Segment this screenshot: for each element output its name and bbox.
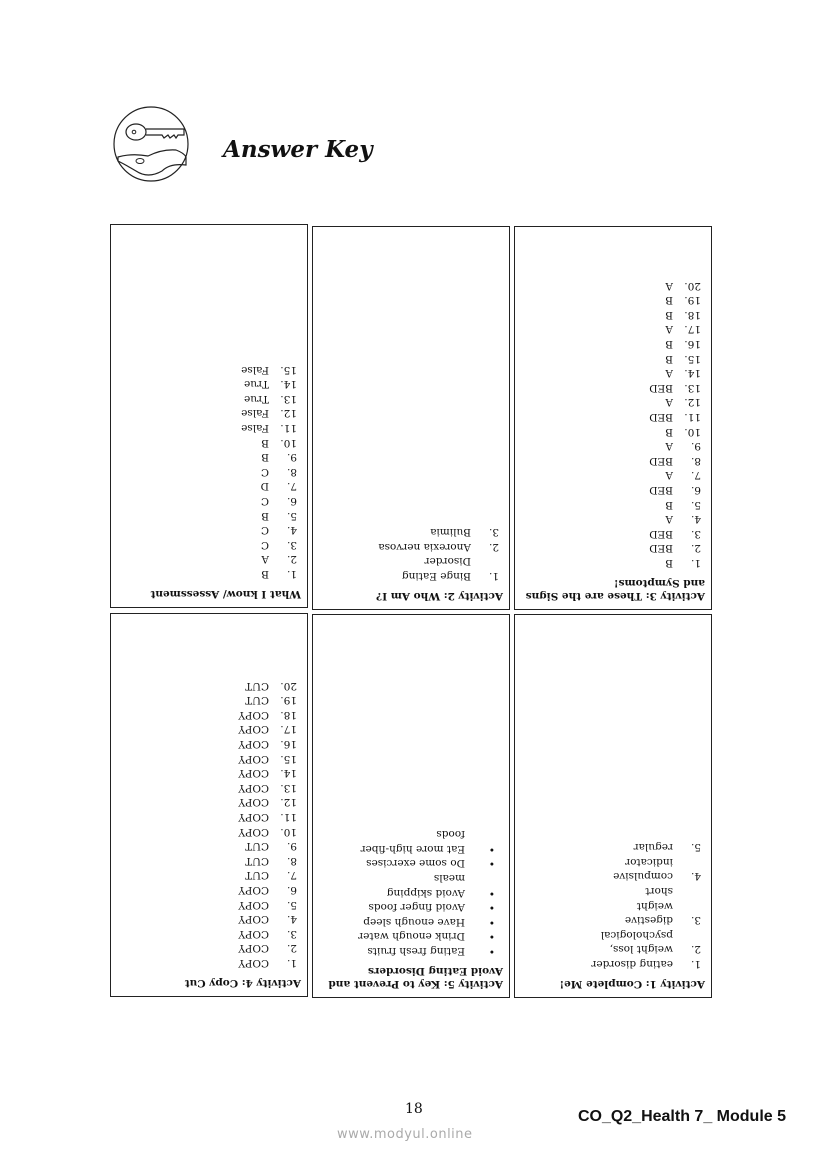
- answer-text: eating disorder: [591, 958, 673, 970]
- answer-item: [117, 824, 301, 839]
- answer-text: B: [665, 557, 673, 569]
- answer-item: [117, 391, 301, 406]
- answer-text: True: [244, 392, 269, 405]
- answer-item: [117, 566, 301, 581]
- answer-item: [319, 943, 503, 958]
- item-number: 6.: [690, 484, 701, 497]
- answer-item: [117, 406, 301, 421]
- answer-text: B: [665, 352, 673, 365]
- item-number: 6.: [286, 884, 297, 897]
- watermark: www.modyul.online: [337, 1127, 473, 1142]
- bullet: •: [488, 930, 495, 943]
- answer-item: [117, 882, 301, 897]
- key-in-hand-icon: [112, 105, 190, 183]
- item-number: 20.: [280, 679, 297, 692]
- answer-item: [117, 839, 301, 854]
- page-title: Answer Key: [223, 136, 373, 163]
- box-heading: Activity 4: Copy Cut: [184, 977, 301, 989]
- answer-item: [117, 693, 301, 708]
- answer-text: COPY: [238, 796, 269, 809]
- answer-item: [521, 840, 705, 855]
- item-number: 8.: [690, 454, 701, 467]
- item-number: 18.: [684, 308, 701, 321]
- item-number: 16.: [684, 338, 701, 351]
- answer-item: [117, 868, 301, 883]
- box-heading: Activity 5: Key to Prevent and Avoid Eating Disorders: [328, 965, 503, 990]
- answer-item: [117, 362, 301, 377]
- answer-item: [521, 395, 705, 410]
- answer-item: [521, 293, 705, 308]
- answer-text: Binge Eating: [401, 570, 471, 582]
- answer-item: [117, 912, 301, 927]
- answer-text: digestive: [624, 914, 673, 927]
- answer-item: [521, 854, 705, 869]
- item-number: [673, 927, 705, 942]
- item-number: 13.: [280, 392, 297, 405]
- answer-text: B: [665, 308, 673, 321]
- item-number: [673, 883, 705, 898]
- activity5-answer-box: [312, 614, 510, 998]
- answer-item: [521, 409, 705, 424]
- item-number: 8.: [286, 854, 297, 867]
- answer-text: COPY: [238, 942, 269, 955]
- answer-item: [521, 927, 705, 942]
- answer-item: [521, 898, 705, 913]
- answer-item: [521, 497, 705, 512]
- item-number: 14.: [280, 767, 297, 780]
- answer-item: [117, 493, 301, 508]
- answer-item: [117, 897, 301, 912]
- activity1-answer-box: [514, 614, 712, 998]
- item-number: 18.: [280, 708, 297, 721]
- answer-item: [521, 956, 705, 971]
- item-number: 1.: [690, 958, 701, 970]
- answer-item: [117, 450, 301, 465]
- answer-text: Avoid finger foods: [368, 901, 465, 914]
- answer-item: [117, 955, 301, 970]
- answer-item: [319, 539, 503, 554]
- answer-item: [117, 941, 301, 956]
- assessment-answer-box: [110, 224, 308, 608]
- answer-text: COPY: [238, 723, 269, 736]
- bullet: •: [488, 842, 495, 855]
- answer-item: [521, 526, 705, 541]
- item-number: 17.: [280, 723, 297, 736]
- item-number: 4.: [286, 524, 297, 537]
- answer-text: foods: [436, 828, 465, 841]
- answer-item: [117, 853, 301, 868]
- answer-text: weight: [636, 899, 673, 912]
- item-number: 19.: [684, 294, 701, 307]
- item-number: 11.: [280, 422, 297, 435]
- answer-item: [521, 424, 705, 439]
- answer-text: indicator: [625, 855, 673, 868]
- answer-item: [521, 439, 705, 454]
- answer-text: COPY: [238, 825, 269, 838]
- answer-item: [319, 856, 503, 871]
- item-number: 10.: [280, 825, 297, 838]
- answer-text: A: [665, 440, 673, 453]
- answer-text: COPY: [238, 913, 269, 926]
- item-number: 10.: [684, 425, 701, 438]
- answer-item: [117, 420, 301, 435]
- answer-text: COPY: [238, 884, 269, 897]
- item-number: 9.: [286, 451, 297, 464]
- answer-text: COPY: [238, 738, 269, 751]
- item-number: 10.: [280, 436, 297, 449]
- answer-text: BED: [649, 454, 673, 467]
- answer-text: Eat more high-fiber: [360, 842, 465, 855]
- item-number: [673, 898, 705, 913]
- item-number: 14.: [280, 378, 297, 391]
- answer-item: [319, 568, 503, 583]
- answer-text: A: [665, 396, 673, 409]
- item-number: 5.: [690, 498, 701, 511]
- answer-item: [319, 841, 503, 856]
- answer-text: A: [665, 279, 673, 292]
- item-number: 15.: [280, 363, 297, 376]
- item-number: 13.: [684, 381, 701, 394]
- item-number: 11.: [684, 411, 701, 424]
- answer-text: COPY: [238, 811, 269, 824]
- module-code: CO_Q2_Health 7_ Module 5: [577, 1108, 786, 1125]
- item-number: 3.: [286, 927, 297, 940]
- answer-text: COPY: [238, 767, 269, 780]
- answer-text: CUT: [245, 854, 269, 867]
- item-number: 5.: [286, 509, 297, 522]
- answer-text: B: [665, 425, 673, 438]
- answer-item: [117, 722, 301, 737]
- answer-item: [117, 552, 301, 567]
- answer-text: C: [260, 524, 269, 537]
- answer-item: [521, 322, 705, 337]
- answer-text: COPY: [238, 898, 269, 911]
- answer-text: A: [261, 553, 269, 566]
- answer-item: [117, 809, 301, 824]
- item-number: [471, 554, 503, 569]
- answer-item: [117, 523, 301, 538]
- box-heading: Activity 3: These are the Signs and Symptoms!: [525, 577, 705, 602]
- answer-item: [521, 913, 705, 928]
- bullet: •: [488, 901, 495, 914]
- item-number: 1.: [286, 568, 297, 580]
- item-number: 15.: [684, 352, 701, 365]
- item-number: 17.: [684, 323, 701, 336]
- item-number: 12.: [280, 407, 297, 420]
- answer-text: CUT: [245, 679, 269, 692]
- answer-text: D: [260, 480, 269, 493]
- answer-text: Have enough sleep: [363, 915, 465, 928]
- answer-item: [319, 525, 503, 540]
- answer-text: Eating fresh fruits: [367, 945, 465, 957]
- answer-text: regular: [633, 841, 673, 854]
- answer-item: [521, 351, 705, 366]
- answer-text: A: [665, 323, 673, 336]
- answer-item: [117, 537, 301, 552]
- answer-text: weight loss,: [609, 943, 673, 956]
- answer-text: compulsive: [613, 870, 673, 883]
- box-heading: Activity 2: Who Am I?: [376, 590, 503, 602]
- answer-text: BED: [649, 411, 673, 424]
- item-number: [465, 827, 503, 842]
- answer-item: [117, 435, 301, 450]
- answer-text: COPY: [238, 708, 269, 721]
- answer-text: COPY: [238, 927, 269, 940]
- box-heading: What I know/ Assessment: [150, 588, 301, 600]
- answer-text: C: [260, 538, 269, 551]
- answer-item: [117, 795, 301, 810]
- item-number: 3.: [488, 526, 499, 539]
- bullet: •: [488, 886, 495, 899]
- answer-item: [521, 453, 705, 468]
- answer-item: [521, 307, 705, 322]
- answer-item: [117, 751, 301, 766]
- activity3-answer-box: [514, 226, 712, 610]
- item-number: 5.: [286, 898, 297, 911]
- item-number: 14.: [684, 367, 701, 380]
- answer-item: [521, 278, 705, 293]
- item-number: 11.: [280, 811, 297, 824]
- item-number: 1.: [286, 957, 297, 969]
- answer-text: BED: [649, 527, 673, 540]
- bullet: •: [488, 915, 495, 928]
- item-number: 3.: [690, 527, 701, 540]
- item-number: 7.: [286, 480, 297, 493]
- bullet: •: [488, 857, 495, 870]
- answer-item: [521, 883, 705, 898]
- answer-text: A: [665, 367, 673, 380]
- answer-item: [521, 541, 705, 556]
- item-number: 9.: [286, 840, 297, 853]
- item-number: 2.: [286, 553, 297, 566]
- answer-text: B: [665, 338, 673, 351]
- item-number: 6.: [286, 495, 297, 508]
- answer-item: [521, 337, 705, 352]
- item-number: 2.: [488, 540, 499, 553]
- item-number: 1.: [488, 570, 499, 582]
- answer-item: [117, 678, 301, 693]
- item-number: 3.: [286, 538, 297, 551]
- answer-text: C: [260, 465, 269, 478]
- item-number: 7.: [690, 469, 701, 482]
- item-number: 2.: [690, 943, 701, 956]
- answer-text: BED: [649, 542, 673, 555]
- answer-item: [521, 366, 705, 381]
- answer-text: True: [244, 378, 269, 391]
- item-number: 4.: [286, 913, 297, 926]
- answer-text: COPY: [238, 957, 269, 969]
- answer-text: Anorexia nervosa: [378, 540, 471, 553]
- answer-text: False: [241, 363, 269, 376]
- answer-item: [521, 942, 705, 957]
- item-number: 4.: [690, 513, 701, 526]
- answer-item: [117, 464, 301, 479]
- box-heading: Activity 1: Complete Me!: [559, 978, 705, 990]
- item-number: 2.: [286, 942, 297, 955]
- answer-text: B: [665, 498, 673, 511]
- answer-item: [521, 468, 705, 483]
- answer-item: [117, 479, 301, 494]
- item-number: 19.: [280, 694, 297, 707]
- answer-text: BED: [649, 381, 673, 394]
- answer-item: [521, 869, 705, 884]
- item-number: 5.: [690, 841, 701, 854]
- bullet: •: [488, 945, 495, 957]
- item-number: 7.: [286, 869, 297, 882]
- answer-text: CUT: [245, 840, 269, 853]
- answer-text: psychological: [600, 928, 673, 941]
- answer-text: CUT: [245, 869, 269, 882]
- answer-item: [319, 929, 503, 944]
- item-number: 15.: [280, 752, 297, 765]
- answer-item: [117, 780, 301, 795]
- answer-text: Bulimia: [430, 526, 471, 539]
- answer-item: [117, 707, 301, 722]
- page-number: 18: [405, 1101, 423, 1117]
- answer-item: [117, 377, 301, 392]
- answer-text: False: [241, 407, 269, 420]
- item-number: 8.: [286, 465, 297, 478]
- answer-item: [319, 900, 503, 915]
- item-number: 12.: [280, 796, 297, 809]
- answer-text: Avoid skipping: [386, 886, 465, 899]
- item-number: 4.: [690, 870, 701, 883]
- answer-text: short: [645, 885, 673, 898]
- answer-text: Disorder: [424, 555, 471, 568]
- answer-item: [319, 554, 503, 569]
- answer-text: C: [260, 495, 269, 508]
- answer-text: A: [665, 469, 673, 482]
- item-number: 2.: [690, 542, 701, 555]
- answer-text: Do some exercises: [366, 857, 465, 870]
- answer-item: [319, 914, 503, 929]
- item-number: 3.: [690, 914, 701, 927]
- answer-item: [117, 737, 301, 752]
- item-number: [465, 870, 503, 885]
- answer-text: meals: [433, 872, 465, 885]
- answer-text: B: [261, 568, 269, 580]
- answer-text: COPY: [238, 752, 269, 765]
- answer-item: [319, 827, 503, 842]
- answer-item: [117, 766, 301, 781]
- item-number: 16.: [280, 738, 297, 751]
- item-number: [673, 854, 705, 869]
- activity4-answer-box: [110, 613, 308, 997]
- answer-text: False: [241, 422, 269, 435]
- activity2-answer-box: [312, 226, 510, 610]
- item-number: 13.: [280, 781, 297, 794]
- answer-text: BED: [649, 484, 673, 497]
- answer-item: [521, 380, 705, 395]
- answer-text: CUT: [245, 694, 269, 707]
- answer-text: B: [261, 509, 269, 522]
- answer-item: [521, 512, 705, 527]
- answer-item: [521, 555, 705, 570]
- answer-text: B: [665, 294, 673, 307]
- answer-text: B: [261, 436, 269, 449]
- item-number: 20.: [684, 279, 701, 292]
- answer-text: Drink enough water: [358, 930, 465, 943]
- answer-item: [117, 926, 301, 941]
- answer-text: B: [261, 451, 269, 464]
- answer-item: [319, 870, 503, 885]
- answer-text: COPY: [238, 781, 269, 794]
- item-number: 12.: [684, 396, 701, 409]
- answer-text: A: [665, 513, 673, 526]
- answer-item: [117, 508, 301, 523]
- answer-item: [521, 482, 705, 497]
- item-number: 1.: [690, 557, 701, 569]
- answer-item: [319, 885, 503, 900]
- item-number: 9.: [690, 440, 701, 453]
